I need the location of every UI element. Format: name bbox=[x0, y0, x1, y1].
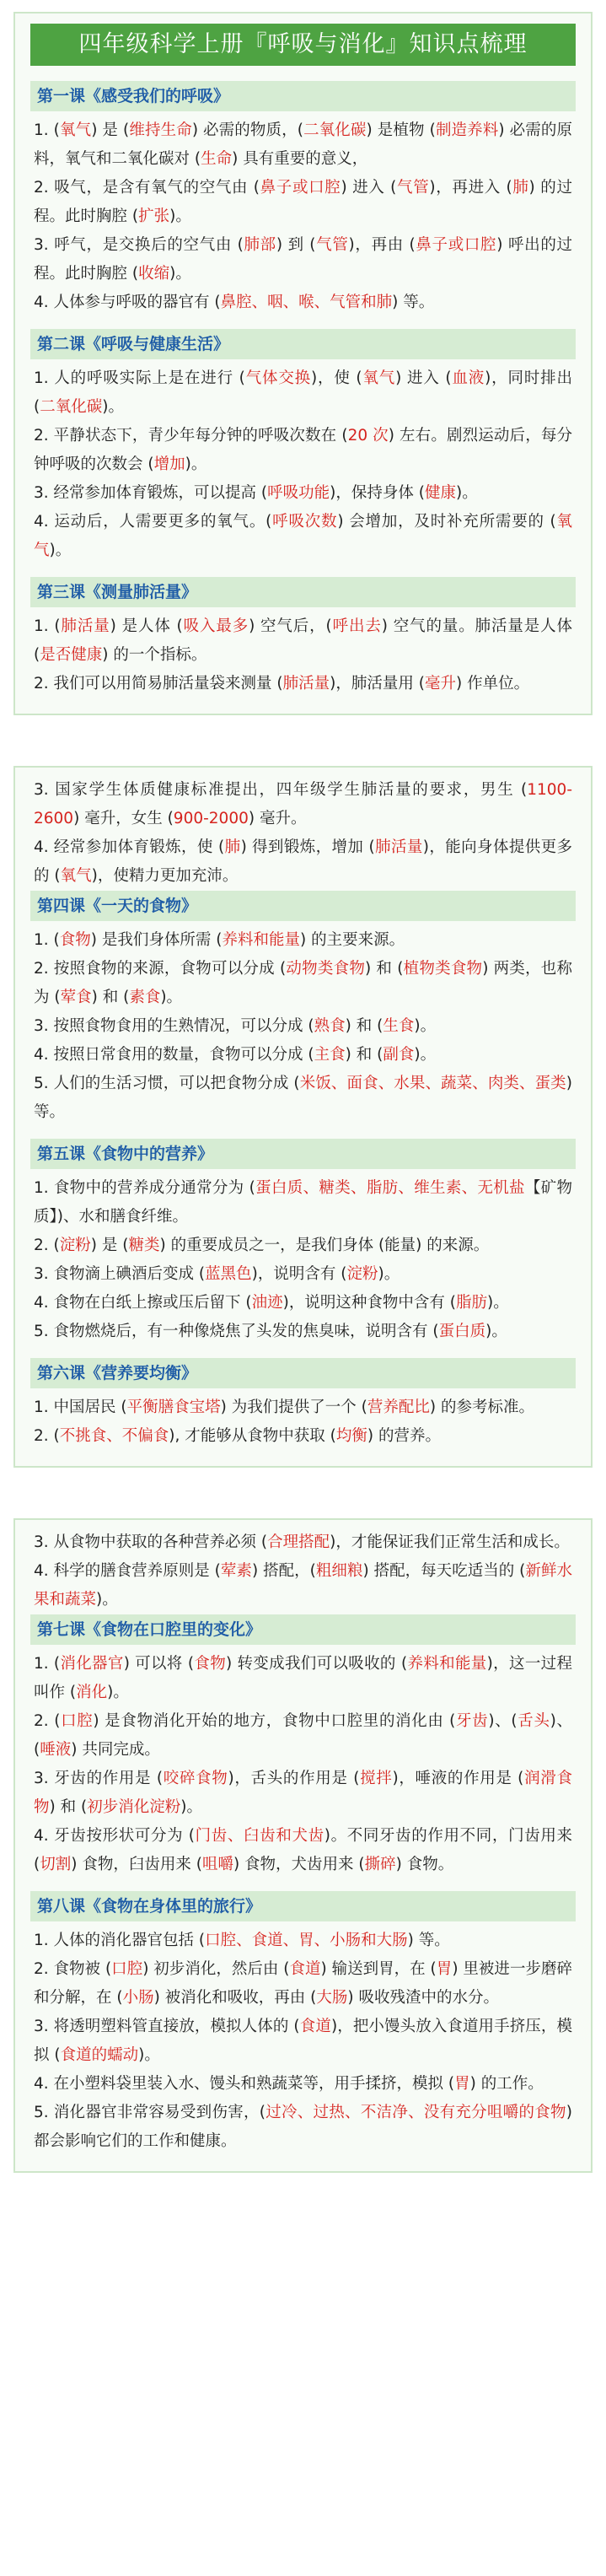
item-text: ) 的一个指标。 bbox=[102, 646, 207, 664]
item-text: 1. 中国居民 ( bbox=[34, 1398, 127, 1416]
item-text: 1. ( bbox=[34, 1655, 61, 1673]
answer-highlight: 肺活量 bbox=[60, 617, 110, 635]
item-text: ) 空气后，( bbox=[249, 617, 332, 635]
answer-highlight: 血液 bbox=[451, 369, 485, 387]
item-text: ) 的参考标准。 bbox=[429, 1398, 534, 1416]
item-text: )，才能保证我们正常生活和成长。 bbox=[330, 1533, 570, 1551]
knowledge-item bbox=[34, 364, 572, 422]
lesson-heading: 第六课《营养要均衡》 bbox=[30, 1358, 576, 1388]
answer-highlight: 养料和能量 bbox=[407, 1655, 487, 1673]
note-sheet bbox=[13, 1518, 593, 2173]
item-text: ) 是 ( bbox=[91, 121, 130, 139]
answer-highlight: 淀粉 bbox=[59, 1237, 91, 1254]
item-text: )。 bbox=[485, 1323, 507, 1340]
answer-highlight: 生命 bbox=[201, 150, 233, 168]
knowledge-item bbox=[34, 2099, 572, 2156]
item-text: )。 bbox=[96, 1591, 118, 1609]
lesson-heading: 第五课《食物中的营养》 bbox=[30, 1139, 576, 1169]
knowledge-item bbox=[34, 612, 572, 670]
answer-highlight: 养料和能量 bbox=[222, 931, 300, 949]
item-text: )。不同牙齿的作用不同，门齿用来 ( bbox=[34, 1827, 572, 1873]
knowledge-item bbox=[34, 479, 572, 508]
answer-highlight: 鼻腔、咽、喉、气管和肺 bbox=[220, 294, 393, 311]
item-text: 4. 按照日常食用的数量，食物可以分成 ( bbox=[34, 1046, 314, 1064]
item-text: ) 是人体 ( bbox=[110, 617, 183, 635]
knowledge-item bbox=[34, 1041, 572, 1070]
knowledge-item bbox=[34, 1927, 572, 1955]
item-text: 5. 食物燃烧后，有一种像烧焦了头发的焦臭味，说明含有 ( bbox=[34, 1323, 439, 1340]
answer-highlight: 气体交换 bbox=[244, 369, 312, 387]
item-text: 1. ( bbox=[34, 931, 60, 949]
answer-highlight: 气管 bbox=[396, 179, 430, 197]
knowledge-item bbox=[34, 1318, 572, 1346]
answer-highlight: 健康 bbox=[424, 484, 456, 502]
item-text: ) 和 ( bbox=[365, 960, 404, 978]
knowledge-item bbox=[34, 1393, 572, 1422]
knowledge-item bbox=[34, 926, 572, 955]
item-text: )。 bbox=[138, 2046, 160, 2064]
answer-highlight: 肺活量 bbox=[282, 675, 330, 693]
answer-highlight: 营养配比 bbox=[367, 1398, 430, 1416]
answer-highlight: 蛋白质 bbox=[438, 1323, 486, 1340]
knowledge-item bbox=[34, 1012, 572, 1041]
answer-highlight: 口腔、食道、胃、小肠和大肠 bbox=[205, 1932, 408, 1949]
item-text: )、( bbox=[34, 1712, 573, 1759]
knowledge-list bbox=[34, 364, 572, 565]
answer-highlight: 主食 bbox=[314, 1046, 346, 1064]
answer-highlight: 氧气 bbox=[59, 121, 92, 139]
item-text: 4. 经常参加体育锻炼，使 ( bbox=[34, 838, 225, 856]
answer-highlight: 粗细粮 bbox=[315, 1562, 363, 1580]
answer-highlight: 润滑食物 bbox=[34, 1770, 572, 1816]
lesson-heading: 第二课《呼吸与健康生活》 bbox=[30, 329, 576, 359]
answer-highlight: 蓝黑色 bbox=[205, 1265, 252, 1283]
item-text: ) 吸收残渣中的水分。 bbox=[347, 1989, 499, 2007]
answer-highlight: 呼吸次数 bbox=[271, 513, 338, 531]
answer-highlight: 二氧化碳 bbox=[303, 121, 367, 139]
item-text: ) 空气的量。肺活量是人体 ( bbox=[34, 617, 572, 664]
answer-highlight: 收缩 bbox=[138, 265, 170, 283]
knowledge-item bbox=[34, 1557, 572, 1614]
item-text: 2. ( bbox=[34, 1712, 61, 1730]
item-text: 5. 消化器官非常容易受到伤害，( bbox=[34, 2104, 265, 2121]
answer-highlight: 咬碎食物 bbox=[163, 1770, 228, 1787]
knowledge-list bbox=[34, 1650, 572, 1879]
item-text: ) 毫升。 bbox=[248, 810, 307, 827]
item-text: ) 得到锻炼，增加 ( bbox=[240, 838, 375, 856]
item-text: ) 食物，臼齿用来 ( bbox=[71, 1856, 202, 1873]
answer-highlight: 切割 bbox=[40, 1856, 72, 1873]
item-text: )。 bbox=[49, 542, 72, 559]
knowledge-item bbox=[34, 508, 572, 565]
answer-highlight: 食物 bbox=[59, 931, 91, 949]
answer-highlight: 食道 bbox=[299, 2018, 331, 2035]
item-text: ), 才能够从食物中获取 ( bbox=[169, 1427, 336, 1445]
item-text: 3. 牙齿的作用是 ( bbox=[34, 1770, 164, 1787]
answer-highlight: 食物 bbox=[194, 1655, 227, 1673]
answer-highlight: 消化器官 bbox=[60, 1655, 124, 1673]
item-text: 2. ( bbox=[34, 1427, 60, 1445]
knowledge-item bbox=[34, 1070, 572, 1127]
knowledge-item bbox=[34, 1650, 572, 1707]
item-text: ) 的过程。此时胸腔 ( bbox=[34, 179, 572, 225]
answer-highlight: 毫升 bbox=[424, 675, 456, 693]
answer-highlight: 门齿、臼齿和犬齿 bbox=[195, 1827, 324, 1845]
answer-highlight: 舌头 bbox=[517, 1712, 550, 1730]
item-text: )，说明含有 ( bbox=[251, 1265, 347, 1283]
knowledge-item bbox=[34, 1822, 572, 1879]
item-text: 1. ( bbox=[34, 121, 60, 139]
knowledge-item bbox=[34, 2013, 572, 2070]
answer-highlight: 素食 bbox=[129, 989, 161, 1006]
item-text: )，再由 ( bbox=[348, 236, 416, 254]
page-title: 四年级科学上册『呼吸与消化』知识点梳理 bbox=[30, 24, 576, 66]
knowledge-list bbox=[34, 1927, 572, 2156]
knowledge-item bbox=[34, 833, 572, 891]
knowledge-list bbox=[34, 612, 572, 698]
item-text: ) 的重要成员之一，是我们身体 (能量) 的来源。 bbox=[159, 1237, 490, 1254]
item-text: )。 bbox=[107, 1684, 129, 1701]
knowledge-item bbox=[34, 1174, 572, 1231]
item-text: 3. 国家学生体质健康标准提出，四年级学生肺活量的要求，男生 ( bbox=[34, 781, 528, 799]
answer-highlight: 吸入最多 bbox=[182, 617, 249, 635]
knowledge-item bbox=[34, 116, 572, 174]
answer-highlight: 小肠 bbox=[122, 1989, 154, 2007]
item-text: ) 搭配，( bbox=[251, 1562, 316, 1580]
answer-highlight: 咀嚼 bbox=[201, 1856, 233, 1873]
item-text: 3. 将透明塑料管直接放，模拟人体的 ( bbox=[34, 2018, 300, 2035]
item-text: ) 和 ( bbox=[91, 989, 130, 1006]
item-text: )、( bbox=[488, 1712, 518, 1730]
item-text: ) 会增加，及时补充所需要的 ( bbox=[337, 513, 556, 531]
knowledge-item bbox=[34, 1765, 572, 1822]
item-text: )，使 ( bbox=[311, 369, 362, 387]
answer-highlight: 大肠 bbox=[316, 1989, 348, 2007]
item-text: ) 和 ( bbox=[345, 1046, 383, 1064]
item-text: 4. 在小塑料袋里装入水、馒头和熟蔬菜等，用手揉挤，模拟 ( bbox=[34, 2075, 455, 2093]
answer-highlight: 撕碎 bbox=[364, 1856, 396, 1873]
answer-highlight: 900-2000 bbox=[173, 810, 249, 827]
answer-highlight: 呼出去 bbox=[331, 617, 382, 635]
item-text: 3. 食物滴上碘酒后变成 ( bbox=[34, 1265, 206, 1283]
answer-highlight: 1100-2600 bbox=[34, 781, 572, 827]
item-text: ) 的营养。 bbox=[367, 1427, 441, 1445]
item-text: ) 具有重要的意义， bbox=[232, 150, 368, 168]
section-gap bbox=[0, 715, 606, 766]
item-text: )，保持身体 ( bbox=[330, 484, 425, 502]
item-text: )，能向身体提供更多的 ( bbox=[34, 838, 572, 885]
item-text: 1. ( bbox=[34, 617, 61, 635]
answer-highlight: 肺活量 bbox=[374, 838, 423, 856]
item-text: ) 都会影响它们的工作和健康。 bbox=[34, 2104, 572, 2150]
answer-highlight: 荤素 bbox=[220, 1562, 252, 1580]
note-sheet bbox=[13, 766, 593, 1468]
knowledge-item bbox=[34, 1231, 572, 1260]
answer-highlight: 氧气 bbox=[362, 369, 396, 387]
item-text: )。 bbox=[169, 265, 191, 283]
item-text: 2. 平静状态下，青少年每分钟的呼吸次数在 ( bbox=[34, 427, 348, 445]
answer-highlight: 淀粉 bbox=[346, 1265, 378, 1283]
item-text: ) 是植物 ( bbox=[366, 121, 436, 139]
lesson-heading: 第八课《食物在身体里的旅行》 bbox=[30, 1891, 576, 1921]
item-text: )。 bbox=[160, 989, 183, 1006]
item-text: ) 等。 bbox=[34, 1075, 572, 1121]
answer-highlight: 不挑食、不偏食 bbox=[59, 1427, 169, 1445]
item-text: ) 进入 ( bbox=[341, 179, 397, 197]
item-text: ) 和 ( bbox=[49, 1798, 88, 1816]
answer-highlight: 20 次 bbox=[347, 427, 389, 445]
answer-highlight: 副食 bbox=[383, 1046, 415, 1064]
answer-highlight: 口腔 bbox=[60, 1712, 94, 1730]
answer-highlight: 合理搭配 bbox=[267, 1533, 330, 1551]
answer-highlight: 氧气 bbox=[60, 867, 92, 885]
answer-highlight: 动物类食物 bbox=[286, 960, 366, 978]
item-text: ) 的工作。 bbox=[469, 2075, 544, 2093]
answer-highlight: 二氧化碳 bbox=[40, 398, 103, 416]
answer-highlight: 气管 bbox=[315, 236, 349, 254]
item-text: 3. 从食物中获取的各种营养必须 ( bbox=[34, 1533, 268, 1551]
answer-highlight: 消化 bbox=[76, 1684, 108, 1701]
knowledge-item bbox=[34, 955, 572, 1012]
answer-highlight: 鼻子或口腔 bbox=[415, 236, 497, 254]
item-text: ) 毫升，女生 ( bbox=[73, 810, 174, 827]
item-text: ) 是 ( bbox=[90, 1237, 129, 1254]
item-text: ) 共同完成。 bbox=[71, 1741, 160, 1759]
item-text: ) 输送到胃，在 ( bbox=[320, 1960, 437, 1978]
item-text: ) 左右。剧烈运动后，每分钟呼吸的次数会 ( bbox=[34, 427, 572, 473]
answer-highlight: 平衡膳食宝塔 bbox=[126, 1398, 221, 1416]
item-text: ) 等。 bbox=[407, 1932, 450, 1949]
answer-highlight: 糖类 bbox=[128, 1237, 160, 1254]
item-text: 4. 科学的膳食营养原则是 ( bbox=[34, 1562, 221, 1580]
answer-highlight: 肺 bbox=[224, 838, 241, 856]
answer-highlight: 植物类食物 bbox=[403, 960, 483, 978]
knowledge-item bbox=[34, 1528, 572, 1557]
item-text: )，舌头的作用是 ( bbox=[228, 1770, 360, 1787]
item-text: ) 被消化和吸收，再由 ( bbox=[153, 1989, 317, 2007]
answer-highlight: 过冷、过热、不洁净、没有充分咀嚼的食物 bbox=[265, 2104, 566, 2121]
answer-highlight: 均衡 bbox=[335, 1427, 367, 1445]
item-text: ) 可以将 ( bbox=[123, 1655, 195, 1673]
item-text: 1. 食物中的营养成分通常分为 ( bbox=[34, 1179, 255, 1197]
item-text: )，再进入 ( bbox=[429, 179, 512, 197]
answer-highlight: 熟食 bbox=[314, 1017, 346, 1035]
item-text: 3. 按照食物食用的生熟情况，可以分成 ( bbox=[34, 1017, 314, 1035]
knowledge-item bbox=[34, 2070, 572, 2099]
item-text: 5. 人们的生活习惯，可以把食物分成 ( bbox=[34, 1075, 300, 1092]
item-text: 2. 食物被 ( bbox=[34, 1960, 112, 1978]
answer-highlight: 初步消化淀粉 bbox=[87, 1798, 181, 1816]
answer-highlight: 口腔 bbox=[111, 1960, 143, 1978]
knowledge-item bbox=[34, 174, 572, 231]
item-text: 【矿物质】)、水和膳食纤维。 bbox=[34, 1179, 572, 1226]
item-text: ) 食物，犬齿用来 ( bbox=[233, 1856, 365, 1873]
item-text: 1. 人体的消化器官包括 ( bbox=[34, 1932, 206, 1949]
answer-highlight: 呼吸功能 bbox=[267, 484, 330, 502]
item-text: )，说明这种食物中含有 ( bbox=[282, 1294, 456, 1312]
item-text: ) 食物。 bbox=[395, 1856, 454, 1873]
answer-highlight: 荤食 bbox=[60, 989, 92, 1006]
answer-highlight: 胃 bbox=[436, 1960, 453, 1978]
answer-highlight: 鼻子或口腔 bbox=[259, 179, 341, 197]
answer-highlight: 搅拌 bbox=[359, 1770, 393, 1787]
item-text: 2. 吸气，是含有氧气的空气由 ( bbox=[34, 179, 260, 197]
knowledge-item bbox=[34, 1955, 572, 2013]
item-text: ) 初步消化，然后由 ( bbox=[142, 1960, 290, 1978]
knowledge-list bbox=[34, 116, 572, 317]
item-text: 4. 人体参与呼吸的器官有 ( bbox=[34, 294, 221, 311]
answer-highlight: 食道的蠕动 bbox=[60, 2046, 139, 2064]
item-text: ) 是我们身体所需 ( bbox=[90, 931, 223, 949]
item-text: )，这一过程叫作 ( bbox=[34, 1655, 572, 1701]
item-text: )，使精力更加充沛。 bbox=[91, 867, 239, 885]
answer-highlight: 油迹 bbox=[251, 1294, 283, 1312]
answer-highlight: 米饭、面食、水果、蔬菜、肉类、蛋类 bbox=[299, 1075, 566, 1092]
item-text: )。 bbox=[180, 1798, 202, 1816]
lesson-heading: 第一课《感受我们的呼吸》 bbox=[30, 81, 576, 111]
item-text: ) 呼出的过程。此时胸腔 ( bbox=[34, 236, 572, 283]
item-text: 1. 人的呼吸实际上是在进行 ( bbox=[34, 369, 245, 387]
knowledge-item bbox=[34, 1707, 572, 1765]
knowledge-item bbox=[34, 1260, 572, 1289]
answer-highlight: 胃 bbox=[454, 2075, 470, 2093]
item-text: )。 bbox=[414, 1017, 437, 1035]
answer-highlight: 维持生命 bbox=[129, 121, 192, 139]
knowledge-list bbox=[34, 926, 572, 1127]
item-text: ) 进入 ( bbox=[395, 369, 452, 387]
knowledge-item bbox=[34, 1422, 572, 1451]
answer-highlight: 肺部 bbox=[243, 236, 276, 254]
item-text: 2. ( bbox=[34, 1237, 60, 1254]
note-sheet bbox=[13, 12, 593, 715]
answer-highlight: 生食 bbox=[383, 1017, 415, 1035]
item-text: )，肺活量用 ( bbox=[330, 675, 425, 693]
knowledge-list bbox=[34, 1174, 572, 1346]
item-text: )。 bbox=[456, 484, 478, 502]
knowledge-item bbox=[34, 231, 572, 288]
answer-highlight: 扩张 bbox=[138, 207, 170, 225]
item-text: ) 的主要来源。 bbox=[299, 931, 405, 949]
knowledge-item bbox=[34, 1289, 572, 1318]
item-text: ) 为我们提供了一个 ( bbox=[220, 1398, 367, 1416]
lesson-heading: 第四课《一天的食物》 bbox=[30, 891, 576, 921]
item-text: ) 必需的物质，( bbox=[191, 121, 303, 139]
item-text: ) 必需的原料，氧气和二氧化碳对 ( bbox=[34, 121, 572, 168]
item-text: )，把小馒头放入食道用手挤压，模拟 ( bbox=[34, 2018, 572, 2064]
item-text: )。 bbox=[185, 455, 207, 473]
answer-highlight: 蛋白质、糖类、脂肪、维生素、无机盐 bbox=[255, 1179, 525, 1197]
knowledge-item bbox=[34, 670, 572, 698]
item-text: ) 和 ( bbox=[345, 1017, 383, 1035]
item-text: ) 作单位。 bbox=[456, 675, 530, 693]
item-text: 3. 经常参加体育锻炼，可以提高 ( bbox=[34, 484, 268, 502]
knowledge-item bbox=[34, 422, 572, 479]
item-text: )。 bbox=[414, 1046, 437, 1064]
answer-highlight: 新鲜水果和蔬菜 bbox=[34, 1562, 572, 1609]
item-text: )，唾液的作用是 ( bbox=[392, 1770, 524, 1787]
item-text: ) 等。 bbox=[392, 294, 435, 311]
item-text: 4. 食物在白纸上擦或压后留下 ( bbox=[34, 1294, 252, 1312]
item-text: )，同时排出 ( bbox=[34, 369, 572, 416]
knowledge-list bbox=[34, 1528, 572, 1614]
sections-container bbox=[0, 12, 606, 2173]
item-text: 2. 我们可以用简易肺活量袋来测量 ( bbox=[34, 675, 283, 693]
lesson-heading: 第三课《测量肺活量》 bbox=[30, 577, 576, 607]
item-text: ) 里被进一步磨碎和分解，在 ( bbox=[34, 1960, 572, 2007]
answer-highlight: 增加 bbox=[153, 455, 185, 473]
answer-highlight: 食道 bbox=[289, 1960, 321, 1978]
item-text: ) 两类，也称为 ( bbox=[34, 960, 572, 1006]
answer-highlight: 是否健康 bbox=[40, 646, 103, 664]
knowledge-item bbox=[34, 776, 572, 833]
item-text: 4. 运动后，人需要更多的氧气。( bbox=[34, 513, 272, 531]
item-text: 3. 呼气，是交换后的空气由 ( bbox=[34, 236, 244, 254]
item-text: )。 bbox=[487, 1294, 509, 1312]
knowledge-list bbox=[34, 1393, 572, 1451]
item-text: ) 到 ( bbox=[276, 236, 316, 254]
answer-highlight: 制造养料 bbox=[435, 121, 499, 139]
item-text: ) 转变成我们可以吸收的 ( bbox=[226, 1655, 408, 1673]
item-text: ) 是食物消化开始的地方，食物中口腔里的消化由 ( bbox=[93, 1712, 456, 1730]
knowledge-list bbox=[34, 776, 572, 891]
section-gap bbox=[0, 1468, 606, 1518]
lesson-heading: 第七课《食物在口腔里的变化》 bbox=[30, 1614, 576, 1645]
item-text: )。 bbox=[378, 1265, 400, 1283]
answer-highlight: 肺 bbox=[512, 179, 529, 197]
item-text: 2. 按照食物的来源，食物可以分成 ( bbox=[34, 960, 287, 978]
item-text: ) 搭配，每天吃适当的 ( bbox=[362, 1562, 526, 1580]
answer-highlight: 氧气 bbox=[34, 513, 572, 559]
answer-highlight: 唾液 bbox=[40, 1741, 72, 1759]
answer-highlight: 牙齿 bbox=[455, 1712, 489, 1730]
knowledge-item bbox=[34, 288, 572, 317]
item-text: )。 bbox=[169, 207, 191, 225]
answer-highlight: 脂肪 bbox=[455, 1294, 487, 1312]
item-text: 4. 牙齿按形状可分为 ( bbox=[34, 1827, 195, 1845]
item-text: )。 bbox=[102, 398, 124, 416]
